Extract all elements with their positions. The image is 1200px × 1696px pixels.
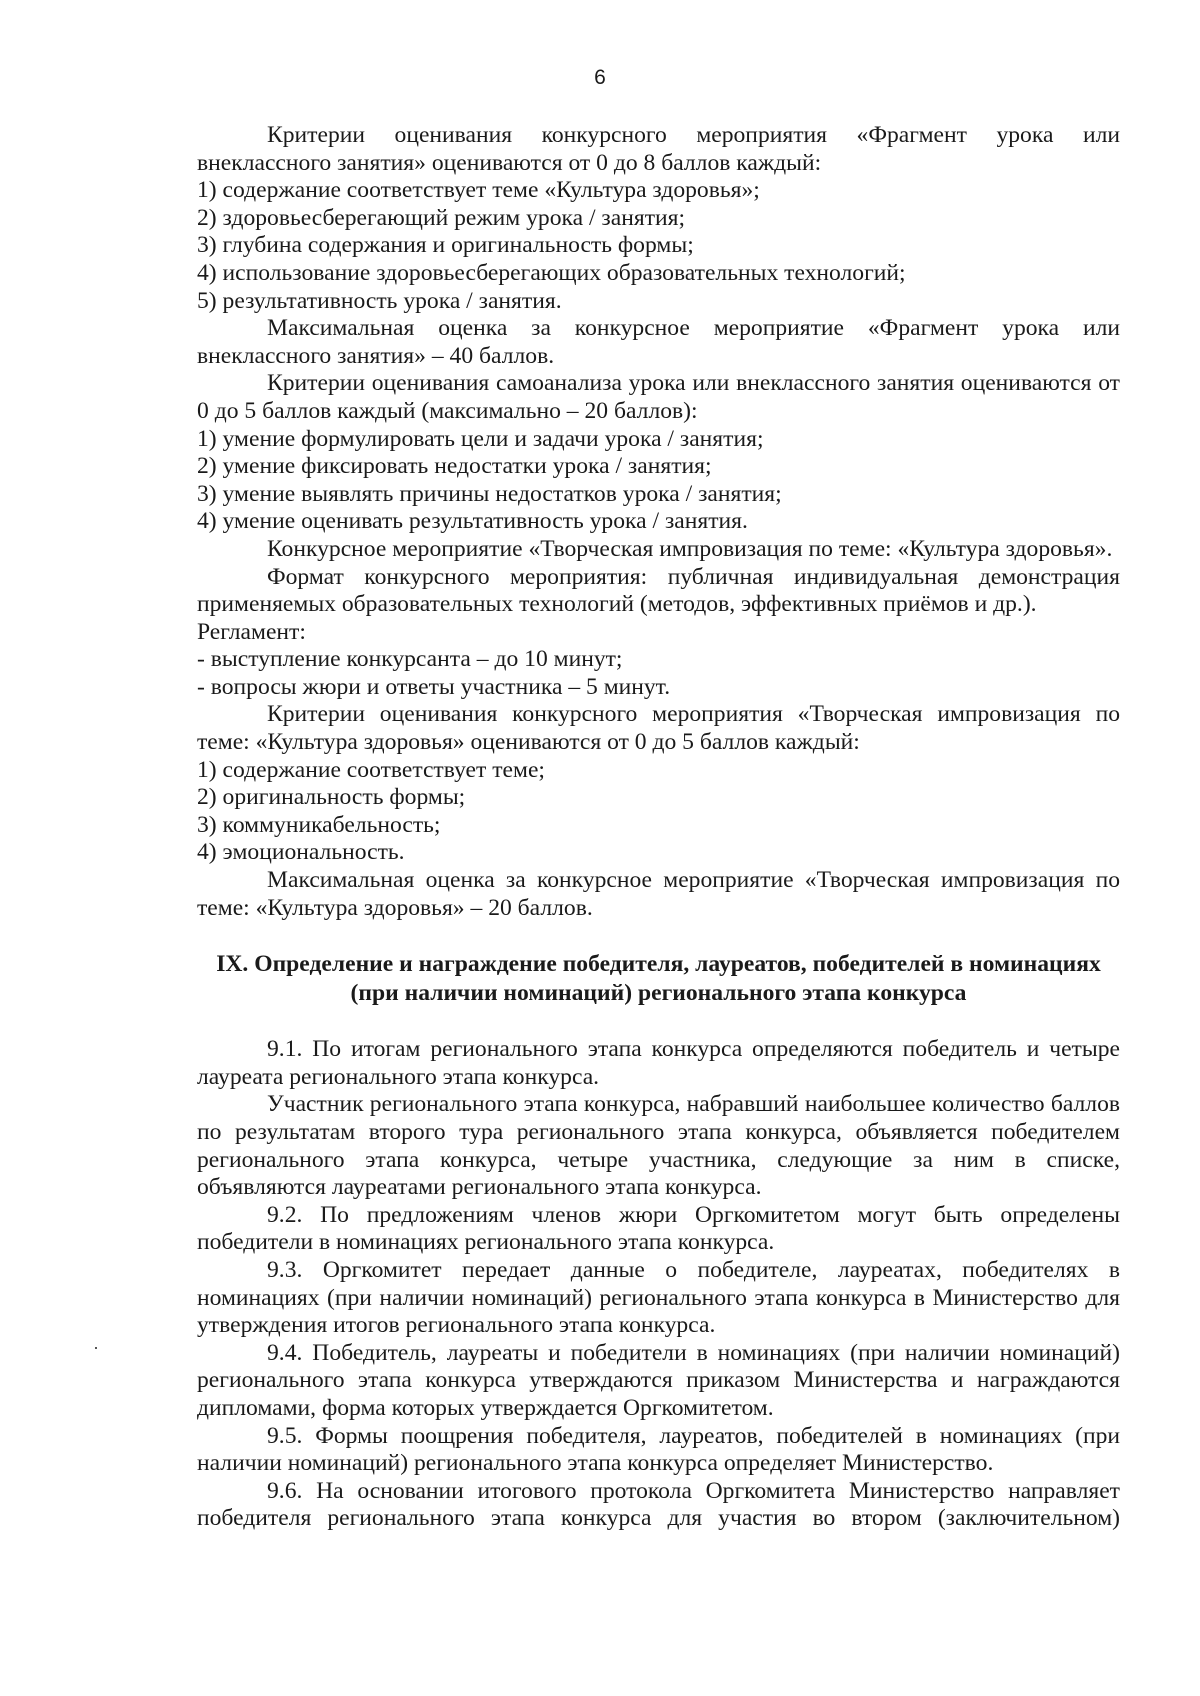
paragraph: Критерии оценивания конкурсного мероприятия «Творческая импровизация по теме: «Культура здоровья» оцениваются от 0 до 5 баллов каждый:	[197, 701, 1120, 756]
paragraph: Максимальная оценка за конкурсное мероприятие «Фрагмент урока или внеклассного занятия» – 40 баллов.	[197, 315, 1120, 369]
list-item: 4) использование здоровьесберегающих образовательных технологий;	[197, 259, 906, 286]
list-item: 3) глубина содержания и оригинальность формы;	[197, 232, 694, 259]
list-item: Регламент:	[197, 618, 306, 645]
list-item: 4) умение оценивать результативность урока / занятия.	[197, 508, 748, 535]
list-item: - выступление конкурсанта – до 10 минут;	[197, 646, 623, 673]
list-item: 4) эмоциональность.	[197, 839, 405, 866]
paragraph: Максимальная оценка за конкурсное мероприятие «Творческая импровизация по теме: «Культура здоровья» – 20 баллов.	[197, 867, 1120, 921]
paragraph: внеклассного занятия» оцениваются от 0 до 8 баллов каждый:	[197, 149, 822, 176]
list-item: 3) коммуникабельность;	[197, 811, 441, 838]
list-item: 3) умение выявлять причины недостатков урока / занятия;	[197, 480, 782, 507]
paragraph: Конкурсное мероприятие «Творческая импровизация по теме: «Культура здоровья».	[267, 535, 1113, 562]
paragraph: Участник регионального этапа конкурса, набравший наибольшее количество баллов по результатам второго тура регионального этапа конкурса, объявляется победителем регионального этапа конкурса, четыре участника, следующие за ним в списке, объявляются лауреатами регионального этапа конкурса.	[197, 1091, 1120, 1201]
list-item: 1) содержание соответствует теме;	[197, 756, 545, 783]
list-item: 5) результативность урока / занятия.	[197, 287, 562, 314]
list-item: 1) умение формулировать цели и задачи урока / занятия;	[197, 425, 764, 452]
paragraph: 9.2. По предложениям членов жюри Оргкомитетом могут быть определены победители в номинациях регионального этапа конкурса.	[197, 1201, 1120, 1256]
paragraph: 9.6. На основании итогового протокола Оргкомитета Министерство направляет победителя регионального этапа конкурса для участия во втором (заключительном)	[197, 1477, 1120, 1532]
paragraph: 9.5. Формы поощрения победителя, лауреатов, победителей в номинациях (при наличии номинаций) регионального этапа конкурса определяет Министерство.	[197, 1422, 1120, 1477]
scan-speck	[95, 1347, 97, 1349]
paragraph: Критерии оценивания самоанализа урока или внеклассного занятия оцениваются от 0 до 5 баллов каждый (максимально – 20 баллов):	[197, 370, 1120, 424]
list-item: - вопросы жюри и ответы участника – 5 минут.	[197, 673, 671, 700]
list-item: 2) оригинальность формы;	[197, 784, 466, 811]
list-item: 2) здоровьесберегающий режим урока / занятия;	[197, 204, 686, 231]
paragraph: 9.3. Оргкомитет передает данные о победителе, лауреатах, победителях в номинациях (при наличии номинаций) регионального этапа конкурса в Министерство для утверждения итогов регионального этапа конкурса.	[197, 1256, 1120, 1339]
document-body	[197, 122, 1120, 1533]
paragraph: 9.4. Победитель, лауреаты и победители в номинациях (при наличии номинаций) регионального этапа конкурса утверждаются приказом Министерства и награждаются дипломами, форма которых утверждается Оргкомитетом.	[197, 1339, 1120, 1421]
paragraph: Формат конкурсного мероприятия: публичная индивидуальная демонстрация применяемых образовательных технологий (методов, эффективных приёмов и др.).	[197, 563, 1120, 618]
paragraph: 9.1. По итогам регионального этапа конкурса определяются победитель и четыре лауреата регионального этапа конкурса.	[197, 1036, 1120, 1090]
page-number: 6	[594, 66, 606, 89]
paragraph: Критерии оценивания конкурсного мероприятия «Фрагмент урока или	[267, 122, 1120, 148]
list-item: 1) содержание соответствует теме «Культура здоровья»;	[197, 177, 760, 204]
list-item: 2) умение фиксировать недостатки урока / занятия;	[197, 453, 712, 480]
section-heading: IX. Определение и награждение победителя, лауреатов, победителей в номинациях (при наличии номинаций) регионального этапа конкурса	[216, 951, 1101, 1007]
